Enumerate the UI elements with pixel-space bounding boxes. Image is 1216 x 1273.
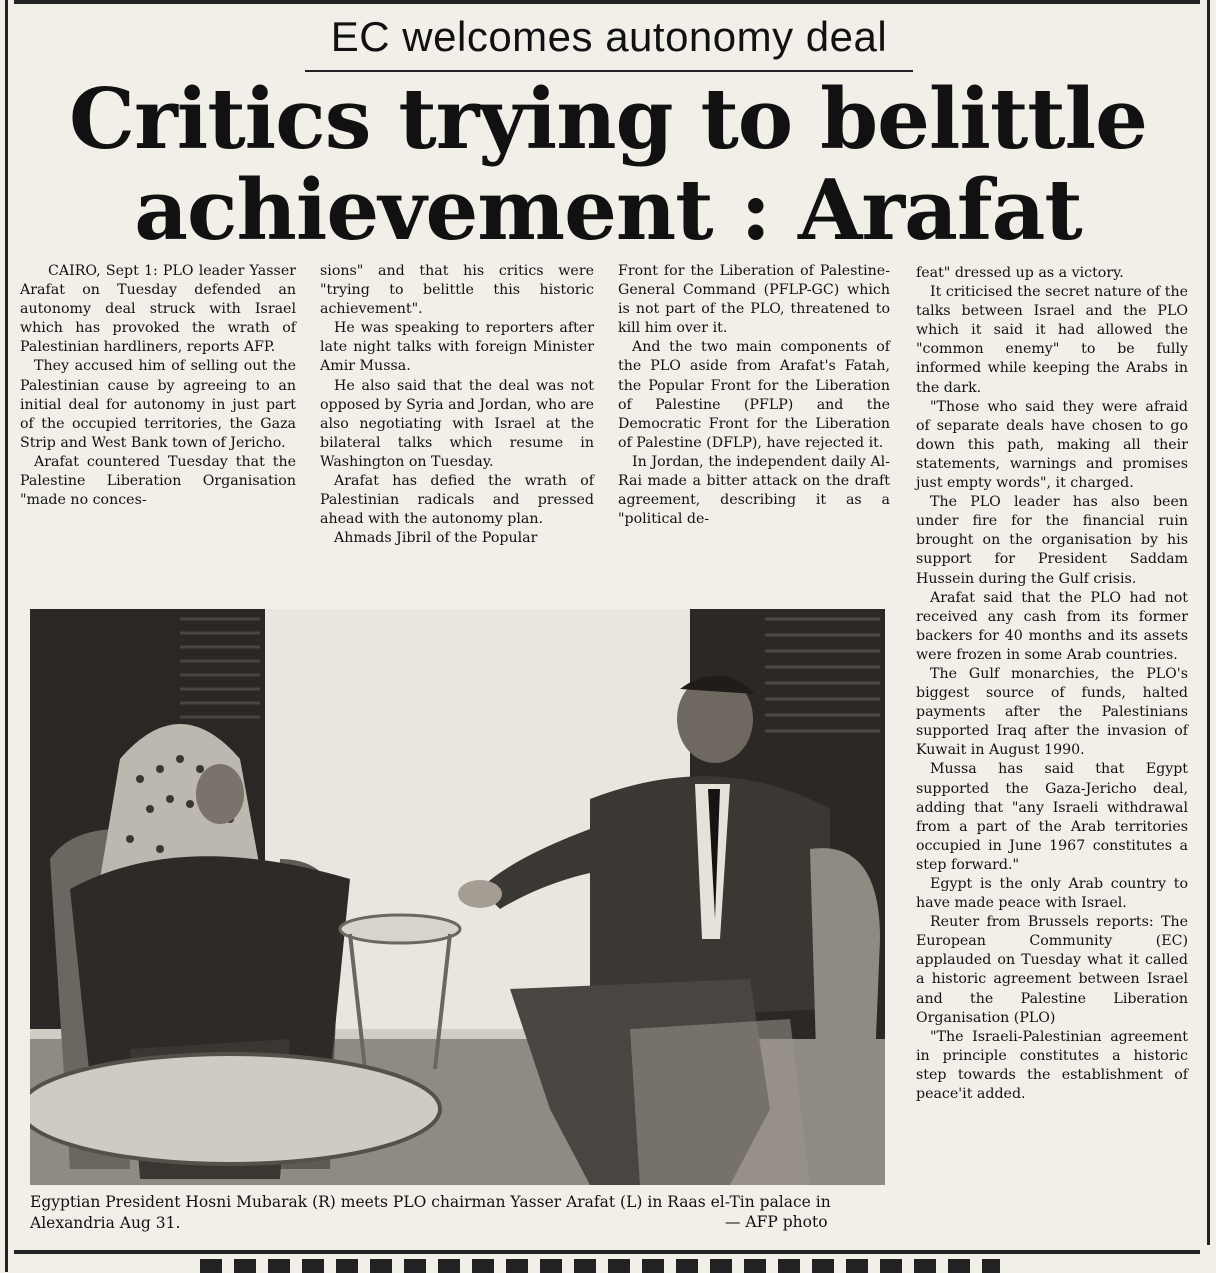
main-headline	[18, 70, 1198, 259]
top-rule	[14, 0, 1200, 4]
article-column-4	[916, 264, 1188, 1104]
article-column-2	[320, 262, 594, 548]
paragraph: sions" and that his critics were "trying to belittle this historic achievement".	[320, 263, 594, 318]
paragraph: The Gulf monarchies, the PLO's biggest source of funds, halted payments after the Palestinians supported Iraq after the invasion of Kuwait in August 1990.	[916, 665, 1188, 759]
paragraph: Reuter from Brussels reports: The European Community (EC) applauded on Tuesday what it called a historic agreement between Israel and the Palestine Liberation Organisation (PLO)	[916, 914, 1188, 1026]
paragraph: He also said that the deal was not opposed by Syria and Jordan, who are also negotiating with Israel at the bilateral talks which resume in Washington on Tuesday.	[320, 377, 595, 470]
photo-credit: — AFP photo	[725, 1213, 828, 1231]
paragraph: Arafat has defied the wrath of Palestinian radicals and pressed ahead with the autonomy plan.	[320, 473, 594, 528]
photo-caption: Egyptian President Hosni Mubarak (R) meets PLO chairman Yasser Arafat (L) in Raas el-Tin palace in Alexandria Aug 31.	[30, 1193, 831, 1232]
paragraph: Front for the Liberation of Palestine-General Command (PFLP-GC) which is not part of the PLO, threatened to kill him over it.	[618, 263, 890, 337]
paragraph: He was speaking to reporters after late night talks with foreign Minister Amir Mussa.	[320, 320, 594, 375]
article-column-1	[20, 262, 296, 510]
paragraph: Mussa has said that Egypt supported the Gaza-Jericho deal, adding that "any Israeli withdrawal from a part of the Arab territories occupied in June 1967 constitutes a step forward."	[916, 761, 1188, 873]
paragraph: Ahmads Jibril of the Popular	[334, 530, 538, 547]
paragraph: "The Israeli-Palestinian agreement in principle constitutes a historic step towards the establishment of peace'it added.	[916, 1028, 1188, 1103]
headline-line-2: achievement : Arafat	[134, 161, 1082, 259]
kicker-headline: EC welcomes autonomy deal	[330, 13, 888, 60]
paragraph: Arafat countered Tuesday that the Palestine Liberation Organisation "made no conces-	[20, 453, 296, 509]
headline-line-1: Critics trying to belittle	[69, 70, 1147, 168]
paragraph: They accused him of selling out the Palestinian cause by agreeing to an initial deal for autonomy in just part of the occupied territories, the Gaza Strip and West Bank town of Jericho.	[20, 358, 296, 451]
kicker-box	[305, 6, 913, 72]
paragraph: It criticised the secret nature of the talks between Israel and the PLO which it said it had allowed the "common enemy" to be fully informed while keeping the Arabs in the dark.	[916, 284, 1188, 396]
paragraph: Arafat said that the PLO had not received any cash from its former backers for 40 months and its assets were frozen in some Arab countries.	[916, 589, 1188, 663]
paragraph: The PLO leader has also been under fire for the financial ruin brought on the organisation by his support for President Saddam Hussein during the Gulf crisis.	[916, 494, 1188, 587]
bottom-rule	[14, 1250, 1200, 1254]
clipping-right-edge	[1207, 0, 1210, 1245]
paragraph: In Jordan, the independent daily Al-Rai made a bitter attack on the draft agreement, describing it as a "political de-	[618, 453, 890, 528]
news-photo	[30, 609, 885, 1185]
clipping-left-edge	[0, 0, 8, 1272]
article-column-3	[618, 262, 890, 529]
photo-illustration	[30, 609, 885, 1185]
next-headline-cutoff	[200, 1259, 1000, 1273]
paragraph: Egypt is the only Arab country to have made peace with Israel.	[916, 876, 1188, 912]
paragraph: CAIRO, Sept 1: PLO leader Yasser Arafat on Tuesday defended an autonomy deal struck with Israel which has provoked the wrath of Palestinian hardliners, reports AFP.	[20, 263, 296, 356]
paragraph: feat" dressed up as a victory.	[916, 265, 1124, 281]
paragraph: "Those who said they were afraid of separate deals have chosen to go down this path, making all their statements, warnings and promises just empty words", it charged.	[916, 398, 1188, 492]
paragraph: And the two main components of the PLO aside from Arafat's Fatah, the Popular Front for the Liberation of Palestine (PFLP) and the Democratic Front for the Liberation of Palestine (DFLP), have rejected it.	[618, 339, 890, 451]
